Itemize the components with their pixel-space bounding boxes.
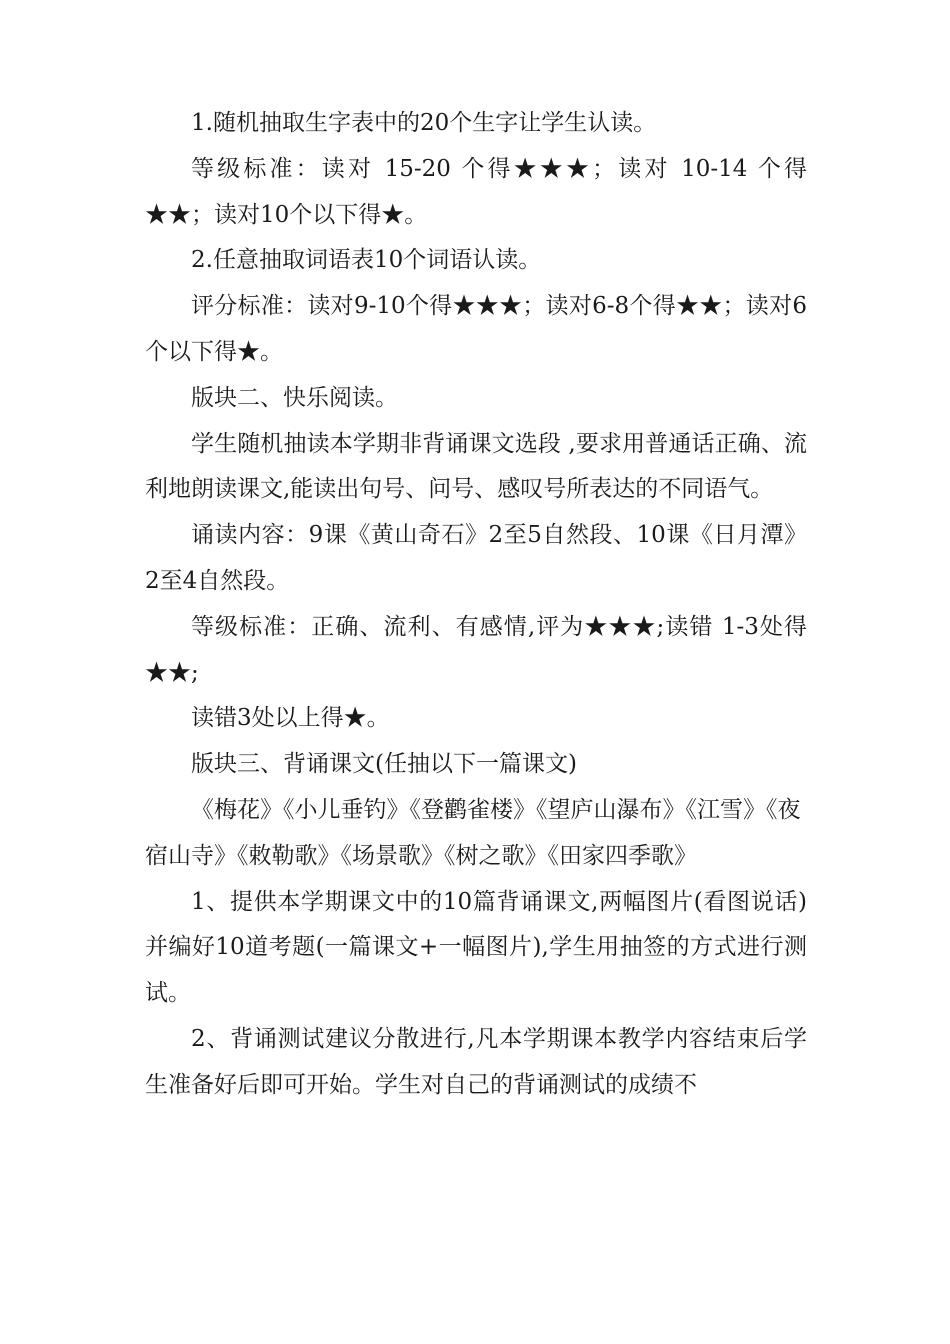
paragraph-reading-requirements: 学生随机抽读本学期非背诵课文选段 ,要求用普通话正确、流利地朗读课文,能读出句号、问号、感叹号所表达的不同语气。 xyxy=(145,430,807,503)
paragraph-recitation-list: 《梅花》《小儿垂钓》《登鹳雀楼》《望庐山瀑布》《江雪》《夜宿山寺》《敕勒歌》《场景歌》《树之歌》《田家四季歌》 xyxy=(145,796,801,869)
section-heading-recitation: 版块三、背诵课文(任抽以下一篇课文) xyxy=(191,751,577,778)
paragraph-word-grading: 评分标准：读对9-10个得★★★；读对6-8个得★★；读对6个以下得★。 xyxy=(145,293,807,365)
paragraph-recitation-schedule: 2、背诵测试建议分散进行,凡本学期课本教学内容结束后学生准备好后即可开始。学生对自己的背诵测试的成绩不 xyxy=(145,1025,807,1098)
document-page xyxy=(145,101,807,1109)
paragraph-reading-content: 诵读内容：9课《黄山奇石》2至5自然段、10课《日月潭》2至4自然段。 xyxy=(145,522,807,594)
paragraph-char-grading: 等级标准：读对 15-20 个得★★★；读对 10-14 个得★★；读对10个以下得★。 xyxy=(145,155,807,228)
paragraph-recitation-method: 1、提供本学期课文中的10篇背诵课文,两幅图片(看图说话)并编好10道考题(一篇课文+一幅图片),学生用抽签的方式进行测试。 xyxy=(145,888,807,1007)
paragraph-reading-grading-low: 读错3处以上得★。 xyxy=(191,705,390,732)
paragraph-word-reading-task: 2.任意抽取词语表10个词语认读。 xyxy=(191,247,542,274)
paragraph-char-reading-task: 1.随机抽取生字表中的20个生字让学生认读。 xyxy=(191,110,657,136)
section-heading-reading: 版块二、快乐阅读。 xyxy=(191,384,398,411)
paragraph-reading-grading: 等级标准：正确、流利、有感情,评为★★★;读错 1-3处得★★; xyxy=(145,613,807,686)
